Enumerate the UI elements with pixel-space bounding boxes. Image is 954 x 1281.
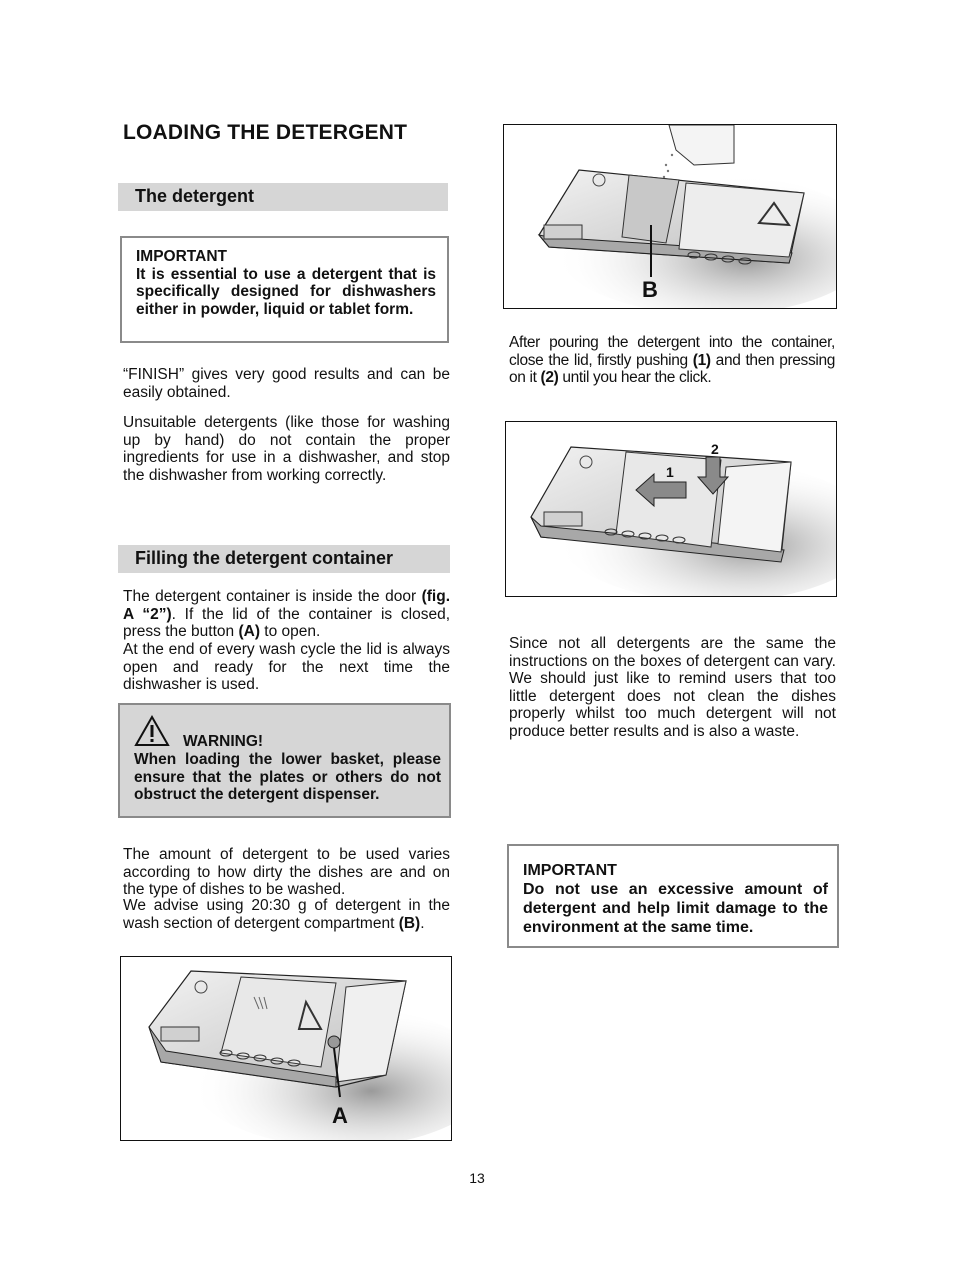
text-fragment: . [420,914,425,932]
paragraph-finish: “FINISH” gives very good results and can be easily obtained. [123,366,450,401]
text-fragment: After pouring the detergent into the container, close the lid, firstly pushing [509,334,835,369]
dispenser-illustration-a [121,957,452,1141]
dispenser-illustration-b [504,125,837,309]
button-ref: (A) [238,623,260,640]
arrow-label-2: 2 [711,441,719,457]
important-box-1 [120,236,449,343]
text-fragment: to open. [260,623,321,640]
text-fragment: . If the lid of the container is closed, press the button [123,605,450,640]
section-heading-detergent: The detergent [118,183,448,211]
text-fragment: until you hear the click. [558,369,712,386]
warning-text: When loading the lower basket, please ensure that the plates or others do not obstruct the detergent dispenser. [134,751,441,803]
paragraph-amount: The amount of detergent to be used varies according to how dirty the dishes are and on the type of dishes to be washed. [123,846,450,898]
paragraph-advise [123,897,450,932]
important-text: Do not use an excessive amount of detergent and help limit damage to the environment at the same time. [523,881,828,936]
paragraph-detergent-vary: Since not all detergents are the same the instructions on the boxes of detergent can vary. We should just like to remind users that too little detergent does not clean the dishes properly whilst too much detergent will not produce better results and is also a waste. [509,635,836,740]
figure-closing-lid [505,421,837,597]
arrow-label-1: 1 [666,464,674,480]
section-heading-filling: Filling the detergent container [118,545,450,573]
figure-label-b: B [642,277,658,302]
figure-dispenser-a [120,956,452,1141]
warning-label: WARNING! [183,733,264,750]
paragraph-pouring [509,334,835,387]
important-text: It is essential to use a detergent that is specifically designed for dishwashers either in powder, liquid or tablet form. [136,265,436,318]
compartment-ref: (B) [398,914,421,932]
paragraph-container [123,588,450,641]
step-ref: (1) [692,351,711,369]
important-label: IMPORTANT [136,248,227,265]
figure-dispenser-b [503,124,837,309]
fig-ref: (fig. A “2”) [123,588,450,623]
figure-label-a: A [332,1103,348,1128]
paragraph-wash-cycle: At the end of every wash cycle the lid is always open and ready for the next time the dishwasher is used. [123,641,450,693]
text-fragment: We advise using 20:30 g of detergent in the wash section of detergent compartment [123,897,450,932]
paragraph-unsuitable: Unsuitable detergents (like those for washing up by hand) do not contain the proper ingredients for use in a dishwasher, and stop the dishwasher from working correctly. [123,414,450,484]
page-number: 13 [469,1170,485,1186]
important-box-2 [507,844,839,948]
page-title: LOADING THE DETERGENT [123,121,408,144]
step-ref: (2) [540,369,559,386]
text-fragment: The detergent container is inside the door [123,588,422,605]
important-label: IMPORTANT [523,862,617,879]
warning-triangle-icon [134,715,170,747]
dispenser-closing-illustration [506,422,837,597]
warning-box [118,703,451,818]
text-fragment: and then pressing on it [509,351,835,386]
